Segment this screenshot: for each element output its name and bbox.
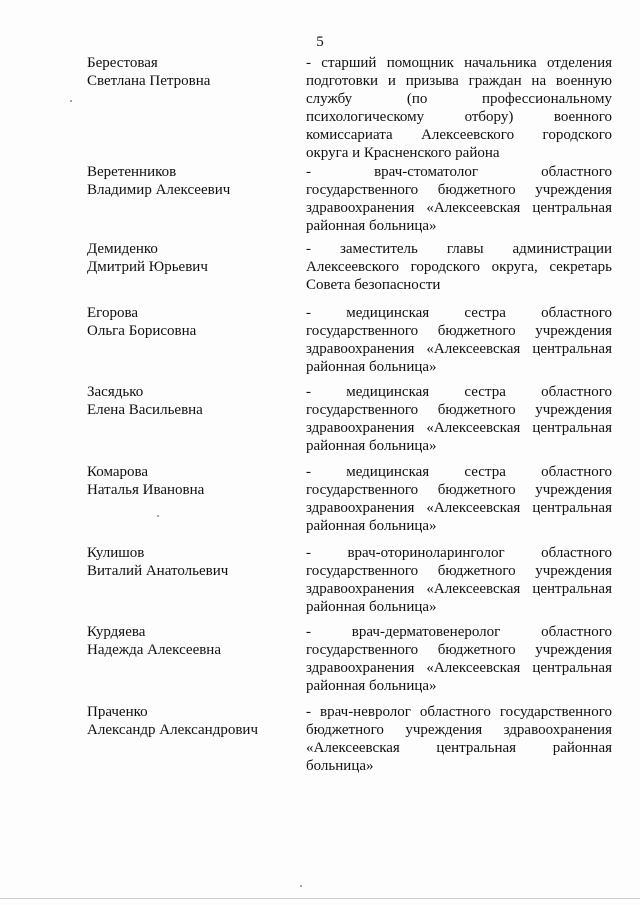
position-line: районная больница» — [306, 218, 437, 234]
position-line: государственного бюджетного учреждения — [306, 323, 612, 339]
member-surname: Праченко — [87, 704, 148, 720]
member-given-names: Виталий Анатольевич — [87, 563, 229, 579]
position-line: государственного бюджетного учреждения — [306, 563, 612, 579]
scan-edge-line — [0, 898, 640, 899]
member-name — [87, 54, 287, 90]
page-number: 5 — [316, 34, 324, 50]
member-surname: Кулишов — [87, 545, 145, 561]
member-position — [306, 163, 612, 235]
position-line: - медицинская сестра областного — [306, 305, 612, 321]
position-line: районная больница» — [306, 518, 437, 534]
position-line: - заместитель главы администрации — [306, 241, 612, 257]
position-line: Совета безопасности — [306, 277, 441, 293]
position-line: «Алексеевская центральная районная — [306, 740, 612, 756]
position-line: государственного бюджетного учреждения — [306, 402, 612, 418]
member-name — [87, 544, 287, 580]
position-line: Алексеевского городского округа, секретарь — [306, 259, 612, 275]
member-given-names: Дмитрий Юрьевич — [87, 259, 208, 275]
position-line: здравоохранения «Алексеевская центральная — [306, 200, 612, 216]
member-position — [306, 623, 612, 695]
member-surname: Комарова — [87, 464, 149, 480]
position-line: округа и Красненского района — [306, 145, 500, 161]
position-line: - врач-невролог областного государственного — [306, 704, 612, 720]
position-line: психологическому отбору) военного — [306, 109, 612, 125]
member-position — [306, 463, 612, 535]
member-given-names: Наталья Ивановна — [87, 482, 205, 498]
member-surname: Егорова — [87, 305, 138, 321]
position-line: здравоохранения «Алексеевская центральная — [306, 660, 612, 676]
member-position — [306, 383, 612, 455]
member-position — [306, 54, 612, 162]
position-line: государственного бюджетного учреждения — [306, 182, 612, 198]
position-line: службу (по профессиональному — [306, 91, 612, 107]
member-position — [306, 304, 612, 376]
member-name — [87, 463, 287, 499]
position-line: здравоохранения «Алексеевская центральная — [306, 500, 612, 516]
member-given-names: Светлана Петровна — [87, 73, 211, 89]
position-line: здравоохранения «Алексеевская центральная — [306, 420, 612, 436]
member-surname: Берестовая — [87, 55, 158, 71]
scan-speck — [157, 515, 159, 517]
position-line: бюджетного учреждения здравоохранения — [306, 722, 612, 738]
position-line: районная больница» — [306, 599, 437, 615]
position-line: комиссариата Алексеевского городского — [306, 127, 612, 143]
member-name — [87, 163, 287, 199]
member-given-names: Елена Васильевна — [87, 402, 203, 418]
position-line: районная больница» — [306, 678, 437, 694]
scan-speck — [70, 100, 72, 102]
member-name — [87, 703, 287, 739]
member-surname: Курдяева — [87, 624, 146, 640]
position-line: районная больница» — [306, 359, 437, 375]
position-line: - врач-оториноларинголог областного — [306, 545, 612, 561]
member-position — [306, 544, 612, 616]
member-name — [87, 383, 287, 419]
position-line: - медицинская сестра областного — [306, 384, 612, 400]
member-surname: Засядько — [87, 384, 144, 400]
member-given-names: Ольга Борисовна — [87, 323, 197, 339]
position-line: больница» — [306, 758, 374, 774]
position-line: районная больница» — [306, 438, 437, 454]
position-line: - медицинская сестра областного — [306, 464, 612, 480]
member-given-names: Владимир Алексеевич — [87, 182, 231, 198]
position-line: государственного бюджетного учреждения — [306, 482, 612, 498]
position-line: - врач-стоматолог областного — [306, 164, 612, 180]
scan-speck — [300, 885, 302, 887]
position-line: - старший помощник начальника отделения — [306, 55, 612, 71]
member-position — [306, 240, 612, 294]
position-line: подготовки и призыва граждан на военную — [306, 73, 612, 89]
member-surname: Демиденко — [87, 241, 158, 257]
position-line: здравоохранения «Алексеевская центральная — [306, 341, 612, 357]
member-given-names: Александр Александрович — [87, 722, 258, 738]
position-line: государственного бюджетного учреждения — [306, 642, 612, 658]
member-name — [87, 240, 287, 276]
member-given-names: Надежда Алексеевна — [87, 642, 221, 658]
position-line: - врач-дерматовенеролог областного — [306, 624, 612, 640]
member-surname: Веретенников — [87, 164, 177, 180]
member-name — [87, 623, 287, 659]
position-line: здравоохранения «Алексеевская центральная — [306, 581, 612, 597]
member-position — [306, 703, 612, 775]
member-name — [87, 304, 287, 340]
